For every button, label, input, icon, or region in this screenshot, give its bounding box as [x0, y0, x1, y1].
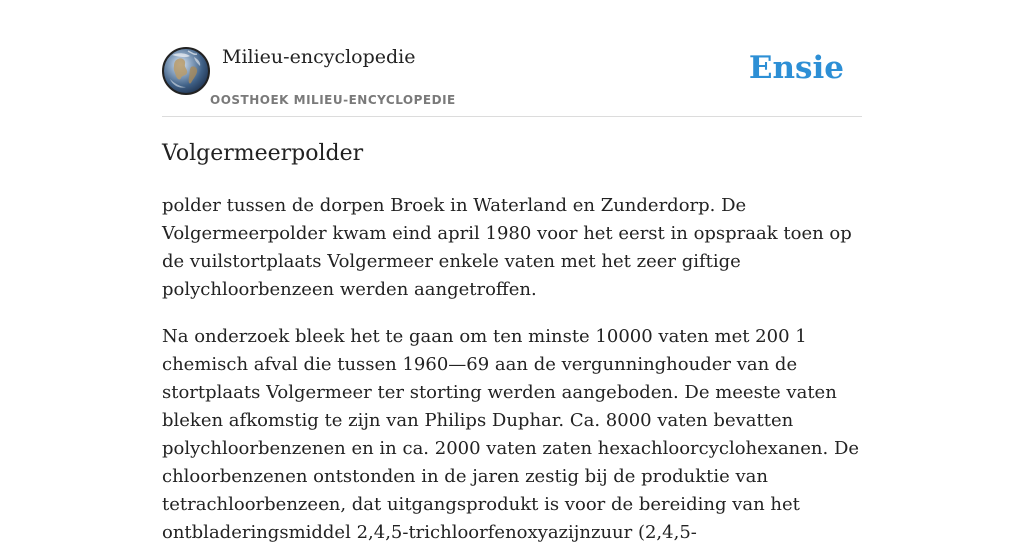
article-paragraph: polder tussen de dorpen Broek in Waterland en Zunderdorp. De Volgermeerpolder kwam eind april 1980 voor het eerst in opspraak toen op de vuilstortplaats Volgermeer enkele vaten met het zeer giftige polychloorbenzeen werden aangetroffen. [162, 195, 852, 300]
page-container [162, 0, 862, 543]
earth-globe-icon[interactable] [162, 47, 210, 95]
article-title: Volgermeerpolder [162, 141, 364, 166]
site-name[interactable]: Milieu-encyclopedie [222, 46, 416, 68]
site-header [162, 0, 862, 117]
site-subtitle: OOSTHOEK MILIEU-ENCYCLOPEDIE [210, 93, 456, 107]
brand-logo-link[interactable]: Ensie [748, 50, 844, 86]
article-paragraph: Na onderzoek bleek het te gaan om ten minste 10000 vaten met 200 1 chemisch afval die tussen 1960—69 aan de vergunninghouder van de stortplaats Volgermeer ter storting werden aangeboden. De meeste vaten bleken afkomstig te zijn van Philips Duphar. Ca. 8000 vaten bevatten polychloorbenzenen en in ca. 2000 vaten zaten hexachloorcyclohexanen. De chloorbenzenen ontstonden in de jaren zestig bij de produktie van tetrachloorbenzeen, dat uitgangsprodukt is voor de bereiding van het ontbladeringsmiddel 2,4,5-trichloorfenoxyazijnzuur (2,4,5- [162, 326, 860, 543]
